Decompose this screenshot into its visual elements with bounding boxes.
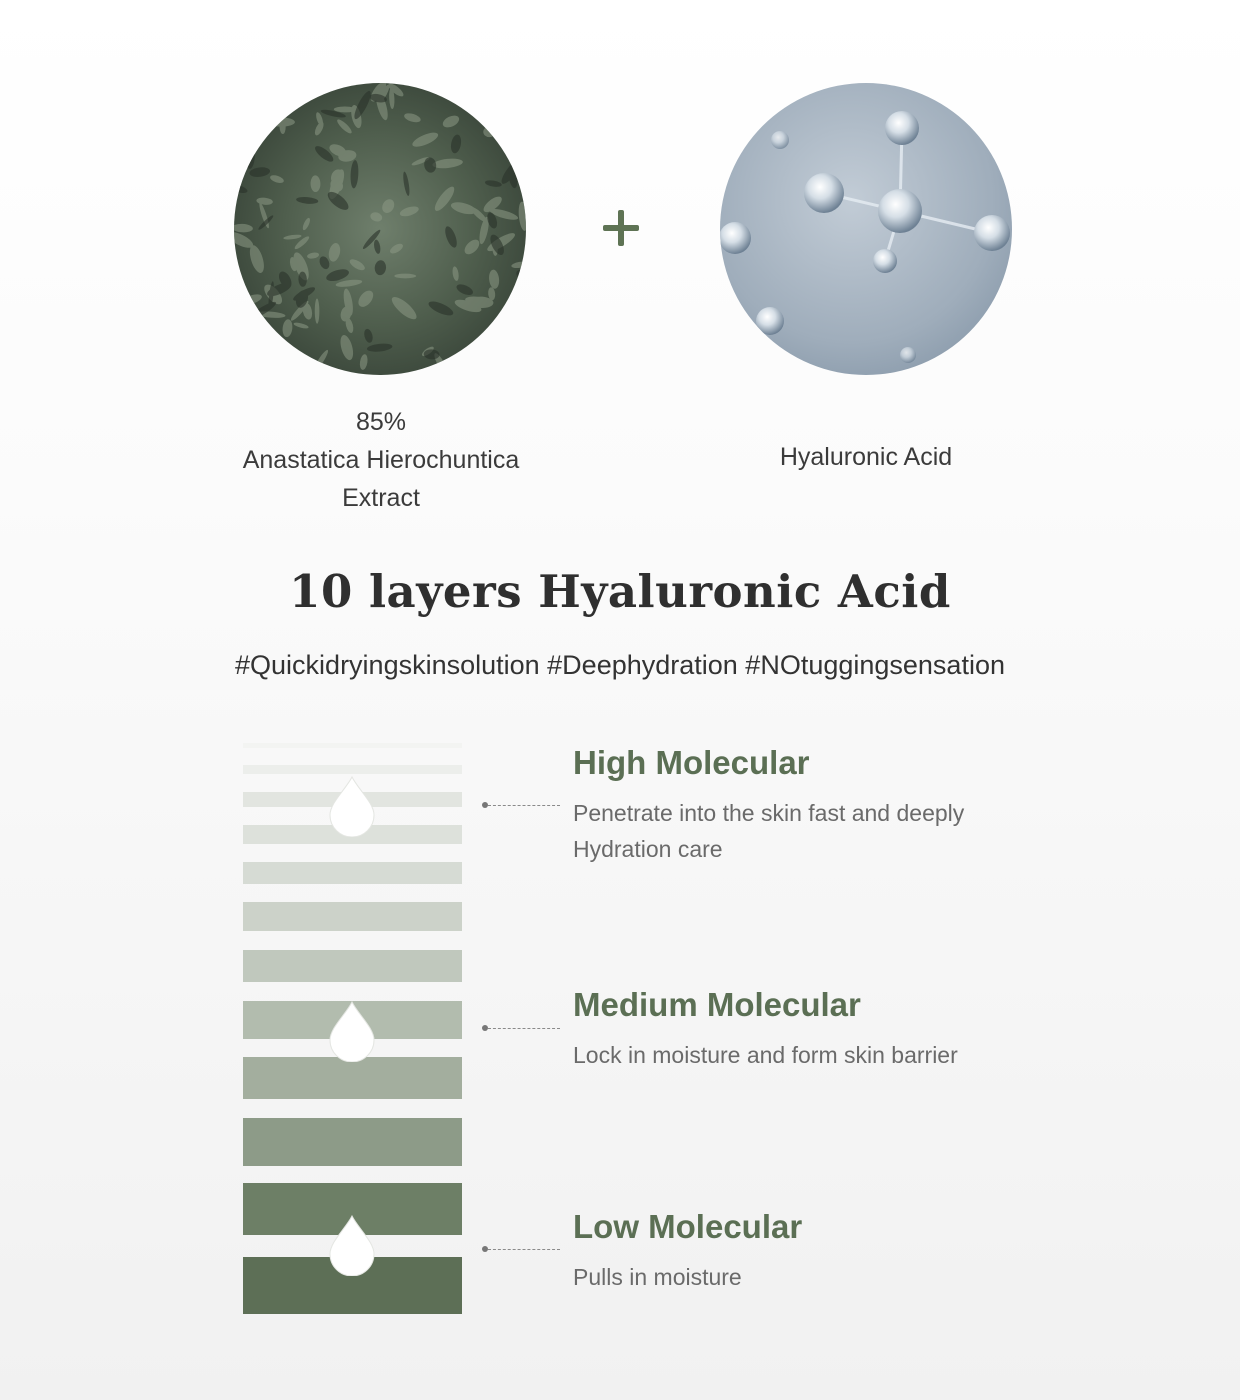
layer-bar bbox=[243, 1118, 462, 1166]
connector-line bbox=[482, 1024, 560, 1032]
layer-bar bbox=[243, 1057, 462, 1099]
water-drop-icon bbox=[328, 1000, 376, 1062]
water-drop-icon bbox=[328, 775, 376, 837]
layer-bar bbox=[243, 950, 462, 982]
low-molecular-desc-line1: Pulls in moisture bbox=[573, 1264, 742, 1290]
layer-bar bbox=[243, 743, 462, 748]
medium-molecular-desc-line1: Lock in moisture and form skin barrier bbox=[573, 1042, 958, 1068]
ingredient-name-line2: Extract bbox=[342, 484, 420, 512]
high-molecular-desc-line2: Hydration care bbox=[573, 836, 723, 862]
plus-icon bbox=[603, 208, 643, 248]
page-title: 10 layers Hyaluronic Acid bbox=[289, 565, 951, 618]
layer-bar bbox=[243, 902, 462, 931]
hyaluronic-acid-image bbox=[720, 83, 1012, 375]
ingredient-label-hyaluronic bbox=[720, 438, 1012, 476]
ingredient-name: Hyaluronic Acid bbox=[779, 443, 953, 471]
high-molecular-desc bbox=[573, 795, 1073, 867]
ingredient-name-line1: Anastatica Hierochuntica bbox=[242, 446, 520, 474]
layer-bar bbox=[243, 862, 462, 884]
ingredient-percent: 85% bbox=[355, 408, 407, 436]
connector-line bbox=[482, 801, 560, 809]
medium-molecular-desc bbox=[573, 1037, 1073, 1073]
high-molecular-title: High Molecular bbox=[573, 744, 810, 781]
low-molecular-title: Low Molecular bbox=[573, 1208, 803, 1245]
connector-line bbox=[482, 1245, 560, 1253]
high-molecular-desc-line1: Penetrate into the skin fast and deeply bbox=[573, 800, 965, 826]
water-drop-icon bbox=[328, 1214, 376, 1276]
anastatica-extract-image bbox=[234, 83, 526, 375]
ingredient-label-anastatica bbox=[205, 403, 557, 517]
hashtags: #Quickidryingskinsolution #Deephydration #NOtuggingsensation bbox=[235, 650, 1005, 680]
low-molecular-desc bbox=[573, 1259, 1073, 1295]
layer-bar bbox=[243, 765, 462, 774]
medium-molecular-title: Medium Molecular bbox=[573, 986, 861, 1023]
